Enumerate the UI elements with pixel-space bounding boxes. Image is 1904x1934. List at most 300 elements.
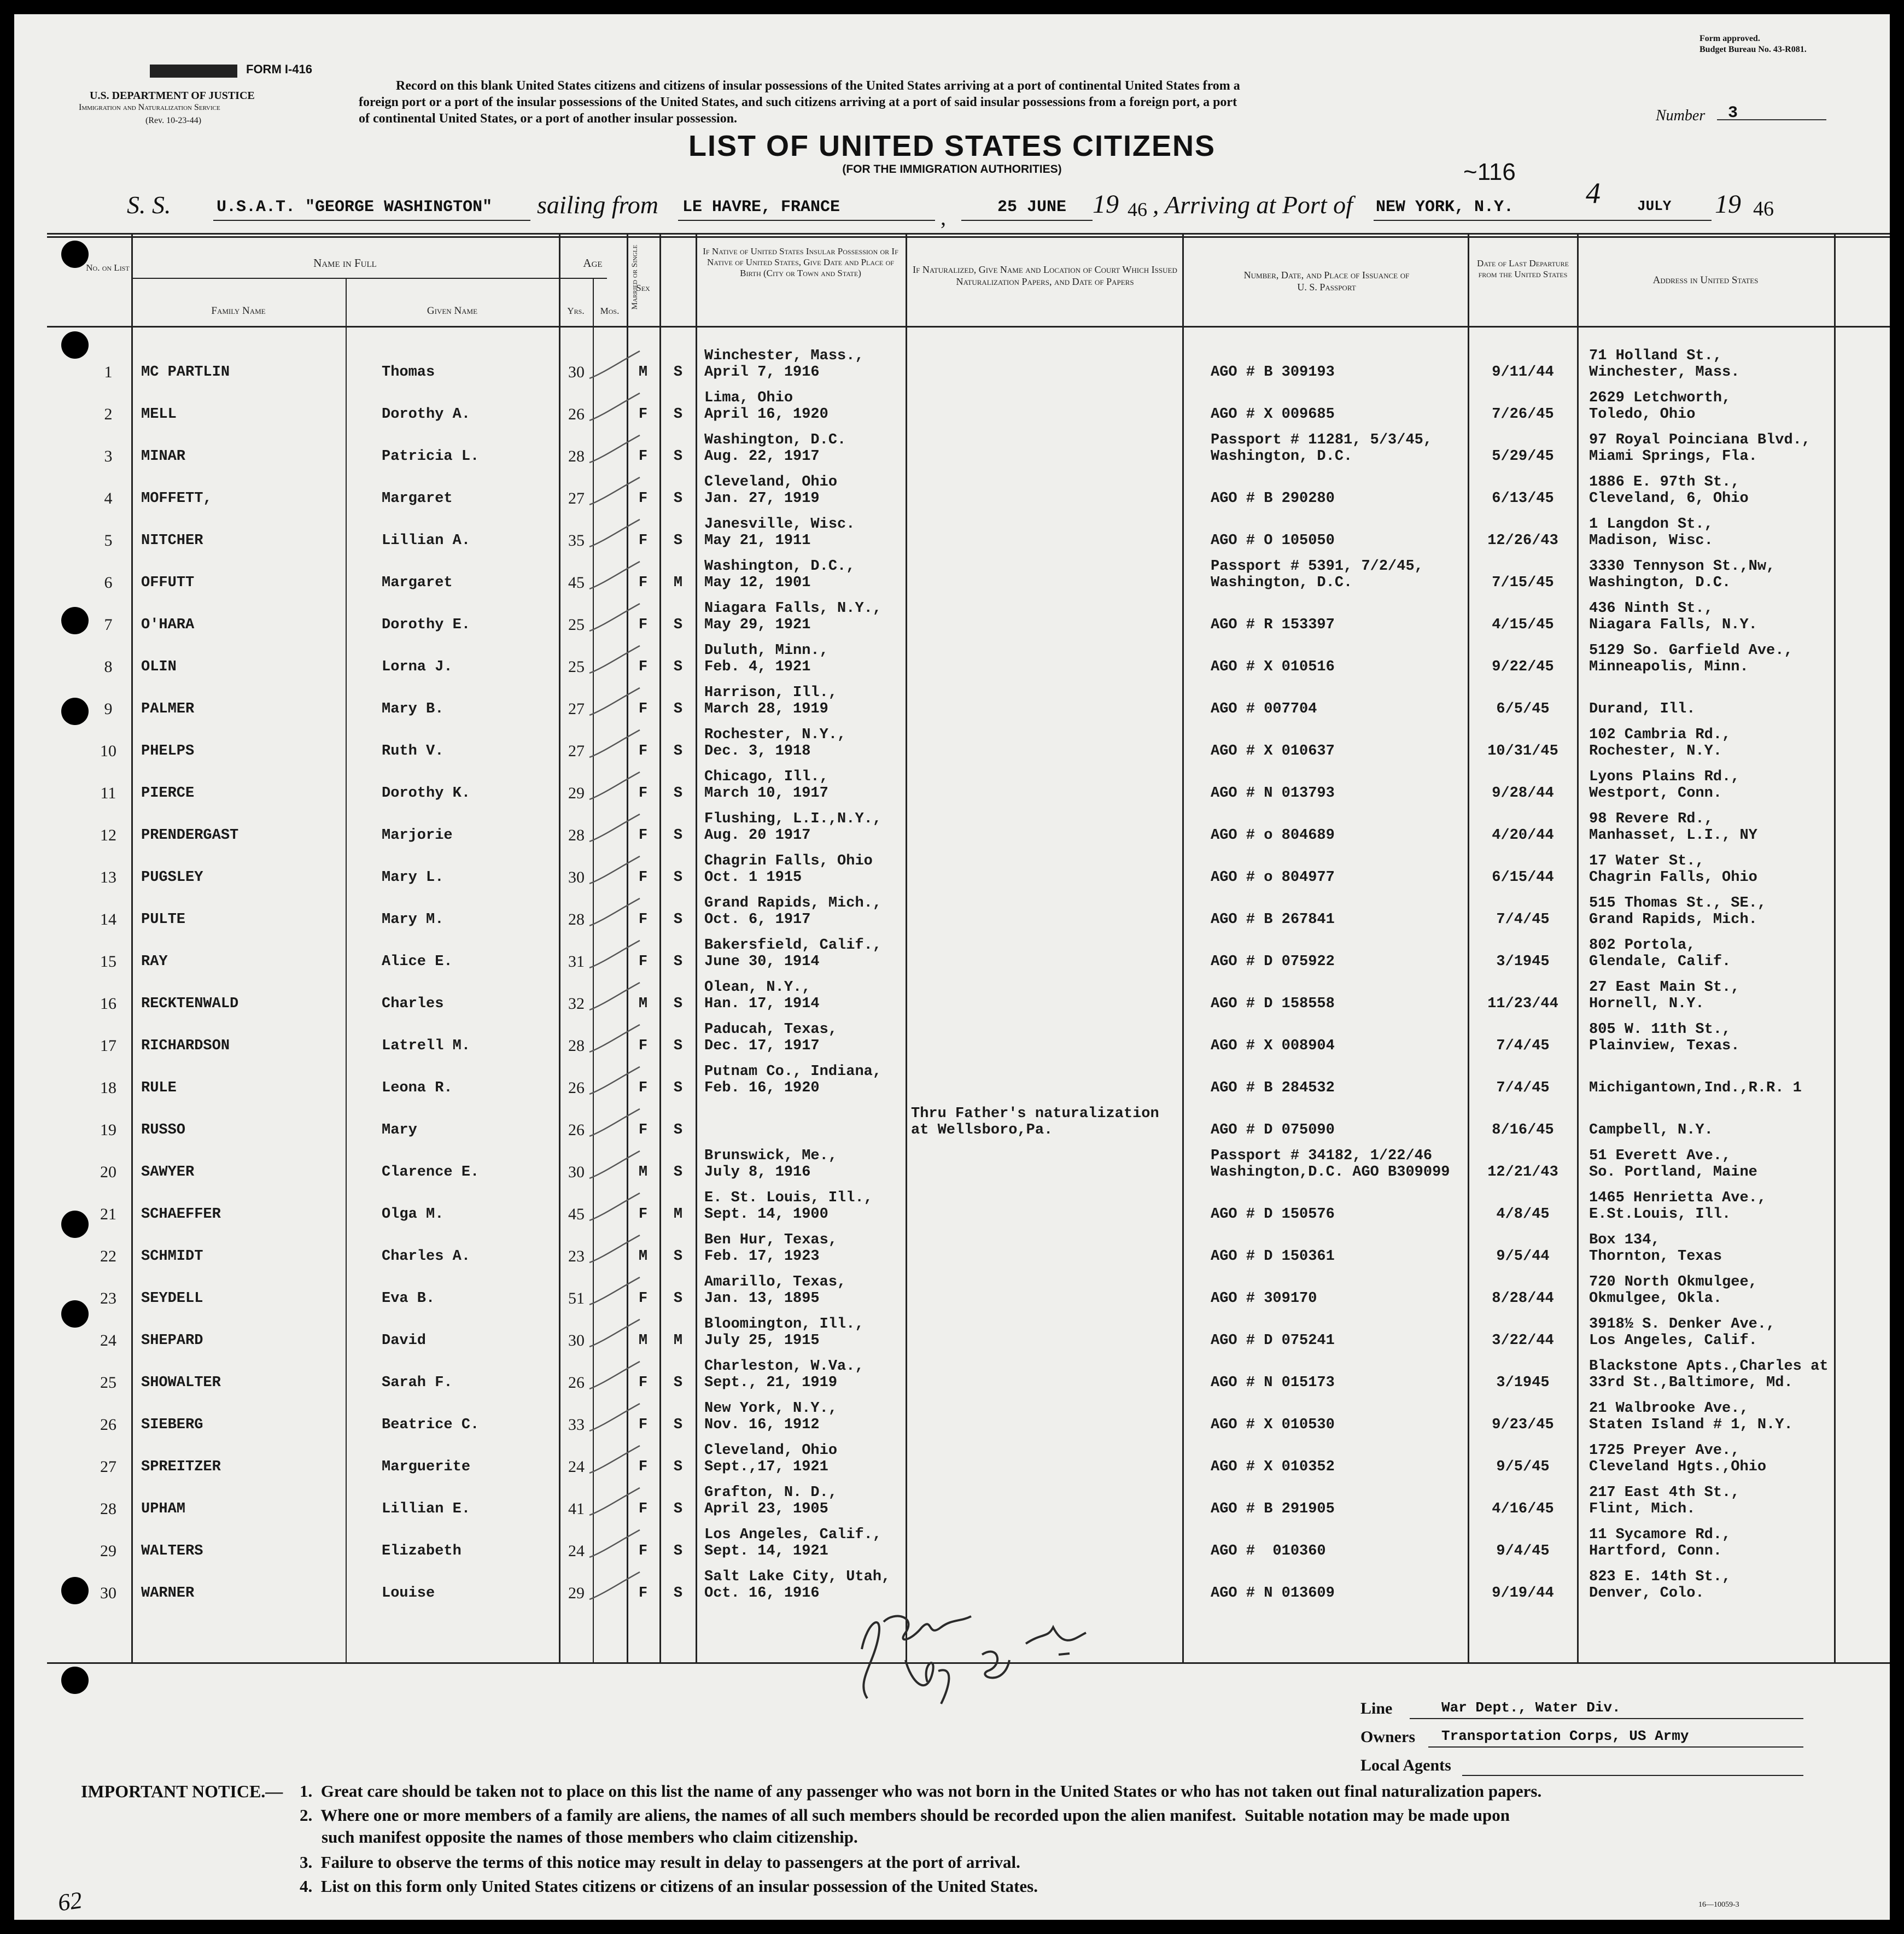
cell-address-line1: 102 Cambria Rd., bbox=[1589, 727, 1731, 743]
cell-sex: M bbox=[638, 364, 648, 381]
cell-ms: S bbox=[673, 1417, 683, 1433]
cell-sex: F bbox=[638, 1122, 648, 1138]
cell-passport-line2: AGO # B 290280 bbox=[1211, 490, 1335, 507]
sailing-label: sailing from bbox=[537, 191, 658, 219]
cell-no: 1 bbox=[104, 363, 113, 381]
page-subtitle: (FOR THE IMMIGRATION AUTHORITIES) bbox=[842, 163, 1062, 176]
cell-yrs: 30 bbox=[568, 868, 585, 886]
cell-family: PULTE bbox=[141, 912, 186, 928]
cell-family: O'HARA bbox=[141, 617, 195, 633]
cell-birth-place: Cleveland, Ohio bbox=[704, 1442, 838, 1459]
cell-yrs: 35 bbox=[568, 531, 585, 550]
cell-passport-line2: AGO # 007704 bbox=[1211, 701, 1317, 717]
table-row bbox=[14, 1353, 1890, 1395]
ship-name: U.S.A.T. "GEORGE WASHINGTON" bbox=[217, 198, 493, 217]
cell-sex: F bbox=[638, 448, 648, 465]
cell-sex: F bbox=[638, 1290, 648, 1307]
approved-line-1: Form approved. bbox=[1699, 34, 1760, 43]
notice-item-3: 3. Failure to observe the terms of this notice may result in delay to passengers at the port of arrival. bbox=[300, 1853, 1020, 1872]
owners-label: Owners bbox=[1360, 1728, 1415, 1746]
cell-yrs: 27 bbox=[568, 489, 585, 507]
cell-yrs: 24 bbox=[568, 1458, 585, 1476]
intro-line-2: foreign port or a port of the insular possessions of the United States, and such citizens arriving at a port of said insular possessions from a foreign port, a port bbox=[359, 95, 1237, 109]
table-row bbox=[14, 342, 1890, 384]
cell-address-line2: Denver, Colo. bbox=[1589, 1585, 1704, 1602]
cell-birth-place: Chicago, Ill., bbox=[704, 769, 828, 785]
cell-family: WARNER bbox=[141, 1585, 195, 1602]
cell-given: Charles bbox=[382, 996, 444, 1012]
cell-address-line2: Grand Rapids, Mich. bbox=[1589, 912, 1757, 928]
cell-ms: S bbox=[673, 1585, 683, 1602]
cell-birth-date: Feb. 16, 1920 bbox=[704, 1080, 820, 1096]
cell-yrs: 24 bbox=[568, 1542, 585, 1560]
manifest-sheet bbox=[14, 14, 1890, 1920]
cell-yrs: 28 bbox=[568, 1037, 585, 1055]
cell-passport-line2: AGO # o 804689 bbox=[1211, 827, 1335, 844]
cell-no: 28 bbox=[100, 1500, 116, 1518]
cell-departure: 8/28/44 bbox=[1492, 1290, 1554, 1307]
from-port-underline bbox=[678, 220, 935, 221]
cell-departure: 3/1945 bbox=[1496, 954, 1550, 970]
cell-ms: S bbox=[673, 954, 683, 970]
cell-ms: S bbox=[673, 1290, 683, 1307]
cell-birth-date: July 8, 1916 bbox=[704, 1164, 811, 1181]
cell-birth-place: Los Angeles, Calif., bbox=[704, 1527, 882, 1543]
cell-yrs: 26 bbox=[568, 1079, 585, 1097]
cell-departure: 9/19/44 bbox=[1492, 1585, 1554, 1602]
header-family-name: Family Name bbox=[211, 305, 266, 317]
cell-departure: 9/5/44 bbox=[1496, 1248, 1550, 1265]
cell-birth-place: Paducah, Texas, bbox=[704, 1021, 838, 1038]
cell-no: 13 bbox=[100, 868, 116, 886]
table-top-rule bbox=[47, 233, 1890, 235]
cell-family: MOFFETT, bbox=[141, 490, 212, 507]
punch-hole bbox=[61, 1667, 89, 1694]
cell-yrs: 31 bbox=[568, 953, 585, 971]
cell-sex: M bbox=[638, 996, 648, 1012]
cell-ms: S bbox=[673, 1122, 683, 1138]
cell-no: 23 bbox=[100, 1289, 116, 1307]
cell-address-line2: Okmulgee, Okla. bbox=[1589, 1290, 1722, 1307]
cell-address-line2: Michigantown,Ind.,R.R. 1 bbox=[1589, 1080, 1802, 1096]
cell-passport-line2: AGO # B 309193 bbox=[1211, 364, 1335, 381]
cell-no: 18 bbox=[100, 1079, 116, 1097]
arrival-port: NEW YORK, N.Y. bbox=[1376, 198, 1514, 217]
cell-address-line1: 823 E. 14th St., bbox=[1589, 1569, 1731, 1585]
header-address: Address in United States bbox=[1652, 274, 1759, 286]
cell-yrs: 29 bbox=[568, 784, 585, 802]
cell-birth-place: Putnam Co., Indiana, bbox=[704, 1064, 882, 1080]
cell-birth-date: Nov. 16, 1912 bbox=[704, 1417, 820, 1433]
cell-yrs: 45 bbox=[568, 574, 585, 592]
cell-given: Lorna J. bbox=[382, 659, 453, 675]
header-yrs: Yrs. bbox=[567, 306, 585, 316]
cell-no: 20 bbox=[100, 1163, 116, 1181]
cell-given: Thomas bbox=[382, 364, 435, 381]
cell-ms: S bbox=[673, 617, 683, 633]
arriving-label: , Arriving at Port of bbox=[1153, 191, 1353, 219]
cell-no: 16 bbox=[100, 995, 116, 1013]
check-mark-icon bbox=[585, 515, 645, 553]
cell-birth-date: Oct. 6, 1917 bbox=[704, 912, 811, 928]
cell-departure: 6/5/45 bbox=[1496, 701, 1550, 717]
cell-departure: 3/22/44 bbox=[1492, 1333, 1554, 1349]
cell-birth-place: Salt Lake City, Utah, bbox=[704, 1569, 891, 1585]
cell-birth-date: May 29, 1921 bbox=[704, 617, 811, 633]
table-row bbox=[14, 1016, 1890, 1058]
cell-family: PIERCE bbox=[141, 785, 195, 802]
cell-sex: F bbox=[638, 827, 648, 844]
cell-family: SAWYER bbox=[141, 1164, 195, 1181]
header-departure: Date of Last Departure from the United States bbox=[1477, 258, 1569, 279]
header-mos: Mos. bbox=[600, 306, 620, 316]
cell-birth-place: Duluth, Minn., bbox=[704, 642, 828, 659]
cell-ms: S bbox=[673, 364, 683, 381]
cell-address-line1: 1886 E. 97th St., bbox=[1589, 474, 1740, 490]
check-mark-icon bbox=[585, 1399, 645, 1438]
cell-passport-line2: AGO # X 010352 bbox=[1211, 1459, 1335, 1475]
cell-no: 12 bbox=[100, 826, 116, 844]
check-mark-icon bbox=[585, 389, 645, 427]
cell-no: 3 bbox=[104, 447, 113, 465]
cell-given: David bbox=[382, 1333, 427, 1349]
cell-birth-date: April 23, 1905 bbox=[704, 1501, 828, 1517]
cell-birth-place: Cleveland, Ohio bbox=[704, 474, 838, 490]
cell-passport-line1: Passport # 34182, 1/22/46 bbox=[1211, 1148, 1433, 1164]
cell-passport-line2: AGO # X 010530 bbox=[1211, 1417, 1335, 1433]
cell-given: Patricia L. bbox=[382, 448, 480, 465]
cell-passport-line2: AGO # o 804977 bbox=[1211, 869, 1335, 886]
cell-address-line2: 33rd St.,Baltimore, Md. bbox=[1589, 1375, 1793, 1391]
cell-departure: 4/15/45 bbox=[1492, 617, 1554, 633]
cell-address-line2: Madison, Wisc. bbox=[1589, 533, 1713, 549]
cell-birth-place: New York, N.Y., bbox=[704, 1400, 838, 1417]
cell-yrs: 27 bbox=[568, 742, 585, 760]
check-mark-icon bbox=[585, 810, 645, 848]
cell-address-line2: Thornton, Texas bbox=[1589, 1248, 1722, 1265]
header-passport: Number, Date, and Place of Issuance of U. S. Passport bbox=[1243, 270, 1410, 293]
cell-sex: F bbox=[638, 1543, 648, 1559]
cell-birth-place: Brunswick, Me., bbox=[704, 1148, 838, 1164]
check-mark-icon bbox=[585, 1315, 645, 1353]
cell-yrs: 28 bbox=[568, 826, 585, 844]
table-top-rule bbox=[47, 236, 1890, 238]
cell-passport-line2: AGO # B 267841 bbox=[1211, 912, 1335, 928]
cell-address-line1: 3918½ S. Denker Ave., bbox=[1589, 1316, 1775, 1333]
cell-sex: F bbox=[638, 954, 648, 970]
cell-departure: 9/23/45 bbox=[1492, 1417, 1554, 1433]
cell-family: SCHAEFFER bbox=[141, 1206, 221, 1223]
cell-no: 7 bbox=[104, 616, 113, 634]
cell-address-line1: 98 Revere Rd., bbox=[1589, 811, 1713, 827]
cell-departure: 7/26/45 bbox=[1492, 406, 1554, 423]
cell-birth-date: Sept., 21, 1919 bbox=[704, 1375, 838, 1391]
cell-no: 24 bbox=[100, 1331, 116, 1349]
cell-departure: 5/29/45 bbox=[1492, 448, 1554, 465]
cell-address-line1: 1465 Henrietta Ave., bbox=[1589, 1190, 1767, 1206]
notice-item-2-cont: such manifest opposite the names of those members who claim citizenship. bbox=[322, 1827, 858, 1847]
cell-given: Mary B. bbox=[382, 701, 444, 717]
cell-birth-place: Olean, N.Y., bbox=[704, 979, 811, 996]
check-mark-icon bbox=[585, 978, 645, 1016]
cell-yrs: 26 bbox=[568, 1121, 585, 1139]
cell-address-line1: Blackstone Apts.,Charles at bbox=[1589, 1358, 1829, 1375]
cell-address-line2: Los Angeles, Calif. bbox=[1589, 1333, 1757, 1349]
cell-birth-place: Grand Rapids, Mich., bbox=[704, 895, 882, 912]
cell-address-line1: 3330 Tennyson St.,Nw, bbox=[1589, 558, 1775, 575]
check-mark-icon bbox=[585, 1568, 645, 1606]
cell-address-line1: 97 Royal Poinciana Blvd., bbox=[1589, 432, 1811, 448]
check-mark-icon bbox=[585, 347, 645, 385]
owners-value: Transportation Corps, US Army bbox=[1441, 1728, 1689, 1744]
cell-given: Margaret bbox=[382, 490, 453, 507]
check-mark-icon bbox=[585, 726, 645, 764]
cell-birth-date: Han. 17, 1914 bbox=[704, 996, 820, 1012]
cell-family: SEYDELL bbox=[141, 1290, 203, 1307]
redaction-bar bbox=[150, 65, 237, 78]
cell-family: UPHAM bbox=[141, 1501, 186, 1517]
cell-no: 4 bbox=[104, 489, 113, 507]
cell-given: Marguerite bbox=[382, 1459, 471, 1475]
cell-birth-place: Chagrin Falls, Ohio bbox=[704, 853, 873, 869]
table-row bbox=[14, 1395, 1890, 1437]
cell-no: 27 bbox=[100, 1458, 116, 1476]
check-mark-icon bbox=[585, 1357, 645, 1395]
cell-birth-place: Janesville, Wisc. bbox=[704, 516, 855, 533]
cell-family: PUGSLEY bbox=[141, 869, 203, 886]
cell-no: 14 bbox=[100, 910, 116, 928]
cell-address-line2: Chagrin Falls, Ohio bbox=[1589, 869, 1757, 886]
cell-departure: 9/28/44 bbox=[1492, 785, 1554, 802]
cell-yrs: 30 bbox=[568, 1163, 585, 1181]
cell-sex: F bbox=[638, 490, 648, 507]
page-ref-number: ~116 bbox=[1463, 159, 1516, 185]
cell-no: 8 bbox=[104, 658, 113, 676]
cell-address-line2: Staten Island # 1, N.Y. bbox=[1589, 1417, 1793, 1433]
cell-passport-line2: AGO # X 008904 bbox=[1211, 1038, 1335, 1054]
cell-address-line1: 17 Water St., bbox=[1589, 853, 1704, 869]
check-mark-icon bbox=[585, 768, 645, 806]
cell-given: Latrell M. bbox=[382, 1038, 471, 1054]
cell-yrs: 25 bbox=[568, 616, 585, 634]
cell-given: Marjorie bbox=[382, 827, 453, 844]
cell-yrs: 45 bbox=[568, 1205, 585, 1223]
cell-family: OFFUTT bbox=[141, 575, 195, 591]
cell-sex: F bbox=[638, 406, 648, 423]
cell-yrs: 25 bbox=[568, 658, 585, 676]
cell-family: MELL bbox=[141, 406, 177, 423]
cell-family: NITCHER bbox=[141, 533, 203, 549]
cell-address-line1: 5129 So. Garfield Ave., bbox=[1589, 642, 1793, 659]
cell-yrs: 28 bbox=[568, 447, 585, 465]
cell-given: Alice E. bbox=[382, 954, 453, 970]
cell-departure: 12/21/43 bbox=[1487, 1164, 1558, 1181]
cell-address-line2: Cleveland, 6, Ohio bbox=[1589, 490, 1749, 507]
cell-given: Beatrice C. bbox=[382, 1417, 480, 1433]
form-number: FORM I-416 bbox=[246, 62, 313, 76]
notice-item-4: 4. List on this form only United States citizens or citizens of an insular possession of the United States. bbox=[300, 1877, 1038, 1896]
cell-birth-date: Oct. 1 1915 bbox=[704, 869, 802, 886]
ss-label: S. S. bbox=[127, 191, 171, 219]
cell-address-line2: So. Portland, Maine bbox=[1589, 1164, 1757, 1181]
check-mark-icon bbox=[585, 473, 645, 511]
cell-passport-line2: Washington, D.C. bbox=[1211, 448, 1353, 465]
check-mark-icon bbox=[585, 1147, 645, 1185]
cell-no: 15 bbox=[100, 953, 116, 971]
check-mark-icon bbox=[585, 1441, 645, 1480]
cell-family: MINAR bbox=[141, 448, 186, 465]
cell-birth-date: Feb. 4, 1921 bbox=[704, 659, 811, 675]
check-mark-icon bbox=[585, 1273, 645, 1311]
cell-given: Mary M. bbox=[382, 912, 444, 928]
cell-birth-date: Sept. 14, 1900 bbox=[704, 1206, 828, 1223]
check-mark-icon bbox=[585, 1020, 645, 1059]
cell-yrs: 32 bbox=[568, 995, 585, 1013]
cell-birth-place: Grafton, N. D., bbox=[704, 1485, 838, 1501]
cell-birth-place: Rochester, N.Y., bbox=[704, 727, 846, 743]
cell-passport-line2: AGO # D 158558 bbox=[1211, 996, 1335, 1012]
cell-address-line1: 805 W. 11th St., bbox=[1589, 1021, 1731, 1038]
cell-given: Lillian A. bbox=[382, 533, 471, 549]
cell-given: Dorothy K. bbox=[382, 785, 471, 802]
cell-birth-date: Dec. 3, 1918 bbox=[704, 743, 811, 759]
page-title: LIST OF UNITED STATES CITIZENS bbox=[688, 130, 1216, 162]
header-no: No. on List bbox=[86, 262, 130, 273]
cell-departure: 12/26/43 bbox=[1487, 533, 1558, 549]
check-mark-icon bbox=[585, 599, 645, 638]
cell-address-line1: 71 Holland St., bbox=[1589, 348, 1722, 364]
number-value: 3 bbox=[1728, 104, 1738, 122]
cell-birth-place: Bakersfield, Calif., bbox=[704, 937, 882, 954]
check-mark-icon bbox=[585, 431, 645, 469]
header-given-name: Given Name bbox=[427, 305, 478, 317]
cell-address-line2: Rochester, N.Y. bbox=[1589, 743, 1722, 759]
table-row bbox=[14, 1226, 1890, 1269]
cell-departure: 6/13/45 bbox=[1492, 490, 1554, 507]
cell-address-line2: Winchester, Mass. bbox=[1589, 364, 1740, 381]
dept-line-1: U.S. DEPARTMENT OF JUSTICE bbox=[90, 90, 255, 102]
table-row bbox=[14, 595, 1890, 637]
cell-birth-date: Aug. 20 1917 bbox=[704, 827, 811, 844]
notice-item-1: 1. Great care should be taken not to place on this list the name of any passenger who was not born in the United States or who has not taken out final naturalization papers. bbox=[300, 1781, 1542, 1801]
cell-departure: 9/11/44 bbox=[1492, 364, 1554, 381]
dept-line-3: (Rev. 10-23-44) bbox=[145, 116, 202, 125]
sail-year-prefix: 19 bbox=[1093, 190, 1119, 219]
cell-ms: S bbox=[673, 785, 683, 802]
cell-departure: 9/22/45 bbox=[1492, 659, 1554, 675]
cell-no: 26 bbox=[100, 1416, 116, 1434]
cell-sex: F bbox=[638, 533, 648, 549]
cell-birth-date: April 7, 1916 bbox=[704, 364, 820, 381]
line-value: War Dept., Water Div. bbox=[1441, 1699, 1621, 1716]
cell-no: 6 bbox=[104, 574, 113, 592]
cell-no: 19 bbox=[100, 1121, 116, 1139]
cell-ms: S bbox=[673, 533, 683, 549]
cell-sex: F bbox=[638, 743, 648, 759]
cell-sex: F bbox=[638, 1206, 648, 1223]
cell-address-line1: 436 Ninth St., bbox=[1589, 600, 1713, 617]
cell-ms: M bbox=[673, 1206, 683, 1223]
dept-line-2: Immigration and Naturalization Service bbox=[79, 103, 220, 112]
cell-no: 25 bbox=[100, 1374, 116, 1392]
cell-address-line2: Glendale, Calif. bbox=[1589, 954, 1731, 970]
cell-given: Dorothy A. bbox=[382, 406, 471, 423]
owners-underline bbox=[1428, 1746, 1803, 1748]
cell-ms: S bbox=[673, 1080, 683, 1096]
cell-birth-date: Oct. 16, 1916 bbox=[704, 1585, 820, 1602]
cell-no: 5 bbox=[104, 531, 113, 550]
check-mark-icon bbox=[585, 683, 645, 722]
cell-passport-line2: AGO # 010360 bbox=[1211, 1543, 1326, 1559]
notice-item-2: 2. Where one or more members of a family are aliens, the names of all such members should be recorded upon the alien manifest. Suitable notation may be made upon bbox=[300, 1806, 1510, 1825]
cell-passport-line2: AGO # N 015173 bbox=[1211, 1375, 1335, 1391]
cell-yrs: 27 bbox=[568, 700, 585, 718]
cell-departure: 10/31/45 bbox=[1487, 743, 1558, 759]
cell-given: Charles A. bbox=[382, 1248, 471, 1265]
cell-address-line2: Niagara Falls, N.Y. bbox=[1589, 617, 1757, 633]
arrival-month: JULY bbox=[1637, 198, 1672, 214]
cell-birth-place: Washington, D.C., bbox=[704, 558, 855, 575]
cell-departure: 6/15/44 bbox=[1492, 869, 1554, 886]
cell-ms: S bbox=[673, 1038, 683, 1054]
cell-given: Dorothy E. bbox=[382, 617, 471, 633]
cell-no: 9 bbox=[104, 700, 113, 718]
cell-birth-date: Dec. 17, 1917 bbox=[704, 1038, 820, 1054]
cell-birth-place: Washington, D.C. bbox=[704, 432, 846, 448]
cell-passport-line2: AGO # D 075922 bbox=[1211, 954, 1335, 970]
check-mark-icon bbox=[585, 557, 645, 595]
cell-family: SHOWALTER bbox=[141, 1375, 221, 1391]
cell-address-line1: 51 Everett Ave., bbox=[1589, 1148, 1731, 1164]
cell-yrs: 26 bbox=[568, 1374, 585, 1392]
cell-given: Mary L. bbox=[382, 869, 444, 886]
cell-address-line2: Minneapolis, Minn. bbox=[1589, 659, 1749, 675]
cell-passport-line2: AGO # D 075241 bbox=[1211, 1333, 1335, 1349]
cell-sex: M bbox=[638, 1164, 648, 1181]
cell-passport-line2: AGO # X 010637 bbox=[1211, 743, 1335, 759]
cell-yrs: 28 bbox=[568, 910, 585, 928]
arrival-date-underline bbox=[1569, 220, 1712, 221]
cell-no: 17 bbox=[100, 1037, 116, 1055]
table-row bbox=[14, 637, 1890, 679]
cell-family: SCHMIDT bbox=[141, 1248, 203, 1265]
table-row bbox=[14, 890, 1890, 932]
cell-address-line2: Campbell, N.Y. bbox=[1589, 1122, 1713, 1138]
cell-departure: 9/5/45 bbox=[1496, 1459, 1550, 1475]
header-age: Age bbox=[583, 256, 603, 270]
cell-given: Ruth V. bbox=[382, 743, 444, 759]
cell-sex: F bbox=[638, 785, 648, 802]
table-row bbox=[14, 469, 1890, 511]
table-row bbox=[14, 679, 1890, 721]
cell-family: OLIN bbox=[141, 659, 177, 675]
cell-departure: 4/20/44 bbox=[1492, 827, 1554, 844]
approved-line-2: Budget Bureau No. 43-R081. bbox=[1699, 45, 1807, 54]
cell-birth-date: Feb. 17, 1923 bbox=[704, 1248, 820, 1265]
cell-ms: S bbox=[673, 1459, 683, 1475]
cell-family: RULE bbox=[141, 1080, 177, 1096]
cell-given: Olga M. bbox=[382, 1206, 444, 1223]
cell-address-line2: Westport, Conn. bbox=[1589, 785, 1722, 802]
cell-address-line2: Manhasset, L.I., NY bbox=[1589, 827, 1757, 844]
cell-address-line1: 27 East Main St., bbox=[1589, 979, 1740, 996]
cell-given: Eva B. bbox=[382, 1290, 435, 1307]
cell-passport-line2: AGO # B 291905 bbox=[1211, 1501, 1335, 1517]
table-row bbox=[14, 1184, 1890, 1226]
cell-passport-line2: AGO # D 150361 bbox=[1211, 1248, 1335, 1265]
table-row bbox=[14, 848, 1890, 890]
cell-family: SHEPARD bbox=[141, 1333, 203, 1349]
